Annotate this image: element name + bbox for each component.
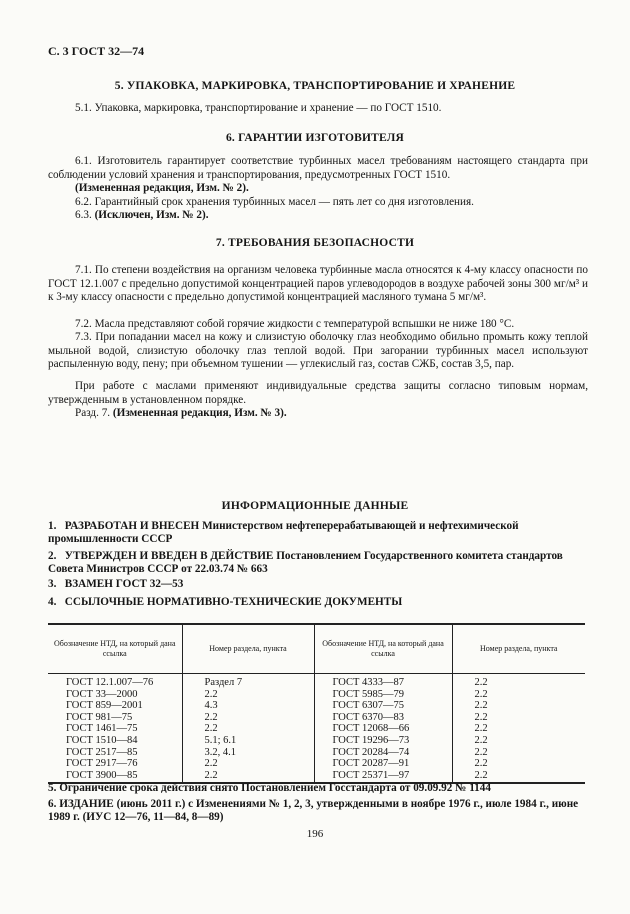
section-5-title: 5. УПАКОВКА, МАРКИРОВКА, ТРАНСПОРТИРОВАНИЕ И ХРАНЕНИЕ (114, 80, 516, 92)
table-row (48, 735, 585, 747)
info-item-3-caps: ВЗАМЕН ГОСТ 32—53 (64, 578, 184, 590)
table-row (48, 747, 585, 759)
info-item-4-caps: ССЫЛОЧНЫЕ НОРМАТИВНО-ТЕХНИЧЕСКИЕ ДОКУМЕНТЫ (64, 596, 403, 608)
page-header-reference: С. 3 ГОСТ 32—74 (48, 44, 145, 58)
paragraph-6-3-number: 6.3. (75, 209, 92, 221)
table-cell: 2.2 (182, 770, 314, 784)
info-item-1 (48, 520, 588, 546)
info-item-3-number: 3. (48, 578, 57, 590)
table-cell: ГОСТ 12.1.007—76 (66, 677, 154, 688)
table-row (48, 689, 585, 701)
table-cell: ГОСТ 1510—84 (66, 734, 138, 746)
info-item-4 (48, 596, 588, 609)
table-header-cell: Обозначение НТД, на который дана ссылка (314, 624, 452, 674)
reference-documents-table (48, 623, 585, 784)
paragraph-6-1: 6.1. Изготовитель гарантирует соответствие турбинных масел требованиям настоящего стандарта при соблюдении условий хранения и транспортирования, предусмотренных ГОСТ 1510. (48, 155, 588, 181)
table-cell: ГОСТ 4333—87 (314, 674, 452, 689)
info-item-1-number: 1. (48, 520, 57, 532)
table-cell: ГОСТ 3900—85 (48, 770, 182, 784)
info-item-6-text: (июнь 2011 г.) с Изменениями № 1, 2, 3, утвержденными в ноябре 1976 г., июле 1984 г., июне 1989 г. (ИУС 12—76, 11—84, 8—89) (48, 798, 579, 823)
table-cell: 2.2 (452, 689, 585, 701)
table-cell: 2.2 (452, 674, 585, 689)
table-cell: ГОСТ 6370—83 (314, 712, 452, 724)
paragraph-7-revision-prefix: Разд. 7. (75, 407, 111, 419)
table-cell: 2.2 (182, 758, 314, 770)
table-header-row (48, 624, 585, 674)
table-cell: 2.2 (452, 747, 585, 759)
table-cell: 2.2 (182, 712, 314, 724)
table-cell: Раздел 7 (182, 674, 314, 689)
table-cell: 2.2 (452, 758, 585, 770)
info-item-5: 5. Ограничение срока действия снято Постановлением Госстандарта от 09.09.92 № 1144 (48, 782, 491, 794)
info-item-2-caps: УТВЕРЖДЕН И ВВЕДЕН В ДЕЙСТВИЕ (64, 550, 274, 562)
table-cell: ГОСТ 981—75 (66, 711, 133, 723)
table-cell: ГОСТ 25371—97 (314, 770, 452, 784)
table-cell: 2.2 (452, 723, 585, 735)
table-header-cell: Номер раздела, пункта (452, 624, 585, 674)
table-row (48, 723, 585, 735)
table-cell: ГОСТ 1461—75 (66, 723, 138, 735)
info-item-4-number: 4. (48, 596, 57, 608)
paragraph-6-1-note: (Измененная редакция, Изм. № 2). (75, 182, 249, 194)
table-cell: ГОСТ 20287—91 (314, 758, 452, 770)
page-number: 196 (306, 828, 324, 840)
paragraph-7-2: 7.2. Масла представляют собой горячие жидкости с температурой вспышки не ниже 180 °С. (75, 318, 515, 330)
paragraph-7-revision-note: (Измененная редакция, Изм. № 3). (112, 407, 287, 419)
table-header-cell: Обозначение НТД, на который дана ссылка (48, 624, 182, 674)
table-cell: ГОСТ 12068—66 (314, 723, 452, 735)
table-cell: ГОСТ 6307—75 (314, 700, 452, 712)
table-row (48, 758, 585, 770)
table-cell: 2.2 (182, 689, 314, 701)
paragraph-6-3-note: (Исключен, Изм. № 2). (94, 209, 209, 221)
info-item-2 (48, 550, 588, 576)
section-6-title: 6. ГАРАНТИИ ИЗГОТОВИТЕЛЯ (225, 132, 405, 144)
table-cell: ГОСТ 20284—74 (314, 747, 452, 759)
info-item-6 (48, 798, 588, 824)
table-cell: 2.2 (452, 770, 585, 784)
table-cell: ГОСТ 859—2001 (66, 700, 143, 712)
table-cell: 2.2 (452, 712, 585, 724)
paragraph-6-3 (75, 209, 575, 223)
paragraph-7-safety: При работе с маслами применяют индивидуальные средства защиты согласно типовым нормам, утвержденным в установленном порядке. (48, 380, 588, 406)
table-cell: ГОСТ 33—2000 (66, 688, 138, 700)
table-row (48, 674, 585, 689)
paragraph-5-1: 5.1. Упаковка, маркировка, транспортирование и хранение — по ГОСТ 1510. (75, 102, 442, 114)
paragraph-6-2: 6.2. Гарантийный срок хранения турбинных масел — пять лет со дня изготовления. (75, 196, 474, 208)
table-cell: 3.2, 4.1 (182, 747, 314, 759)
paragraph-7-revision (75, 407, 575, 421)
section-7-title: 7. ТРЕБОВАНИЯ БЕЗОПАСНОСТИ (215, 237, 415, 249)
table-cell: 5.1; 6.1 (182, 735, 314, 747)
table-cell: ГОСТ 5985—79 (314, 689, 452, 701)
table-cell: ГОСТ 2517—85 (66, 746, 138, 758)
paragraph-7-1: 7.1. По степени воздействия на организм человека турбинные масла относятся к 4-му классу опасности по ГОСТ 12.1.007 с предельно допустимой концентрацией паров углеводородов в воздухе рабочей зоны 300 мг/м³ и к 3-му классу опасности с предельно допустимой концентрацией масляного тумана 5 мг/м³. (48, 264, 588, 303)
table-cell: 2.2 (182, 723, 314, 735)
table-header-cell: Номер раздела, пункта (182, 624, 314, 674)
paragraph-7-3: 7.3. При попадании масел на кожу и слизистую оболочку глаз необходимо обильно промыть кожу теплой мыльной водой, слизистую оболочку глаз теплой водой. При загорании турбинных масел используют распыленную воду, пену; при объемном тушении — углекислый газ, состав СЖБ, состав 3,5, пар. (48, 331, 588, 370)
info-item-2-text: Постановлением Государственного комитета стандартов Совета Министров СССР от 22.03.74 № 663 (48, 550, 563, 575)
table-row (48, 700, 585, 712)
info-item-6-caps: 6. ИЗДАНИЕ (48, 798, 114, 810)
info-item-1-caps: РАЗРАБОТАН И ВНЕСЕН (64, 520, 200, 532)
table-cell: 2.2 (452, 735, 585, 747)
info-item-3 (48, 578, 588, 591)
info-data-title: ИНФОРМАЦИОННЫЕ ДАННЫЕ (221, 500, 409, 512)
table-row (48, 712, 585, 724)
info-item-2-number: 2. (48, 550, 57, 562)
table-cell: ГОСТ 2917—76 (66, 758, 138, 770)
info-item-1-text: Министерством нефтеперерабатывающей и нефтехимической промышленности СССР (48, 520, 519, 545)
table-cell: 4.3 (182, 700, 314, 712)
table-cell: ГОСТ 19296—73 (314, 735, 452, 747)
table-cell: 2.2 (452, 700, 585, 712)
